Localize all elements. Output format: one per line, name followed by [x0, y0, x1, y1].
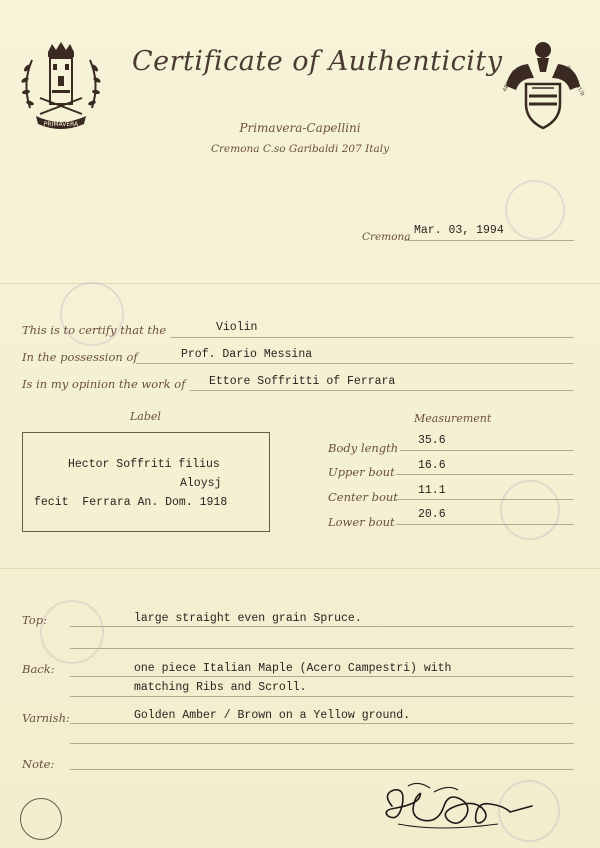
measurement-label: Body length — [328, 441, 399, 455]
faded-stamp — [40, 600, 104, 664]
opinion-rule — [190, 390, 574, 391]
back-rule-2 — [70, 696, 574, 697]
instrument-label: This is to certify that the — [22, 323, 167, 337]
crest-icon — [18, 38, 104, 134]
maker-address: Cremona C.so Garibaldi 207 Italy — [210, 143, 390, 155]
measurement-value: 20.6 — [418, 508, 446, 521]
faded-stamp — [505, 180, 565, 240]
arms-banner-right: PERFICITUR — [564, 64, 586, 98]
measurement-label: Upper bout — [328, 465, 395, 479]
back-value-1: one piece Italian Maple (Acero Campestri) with — [134, 662, 452, 675]
certificate-title: Certificate of Authenticity — [132, 46, 503, 77]
label-line-2: Aloysj — [180, 477, 222, 490]
arms-banner-left: ARTIBUS — [501, 69, 519, 93]
top-rule-2 — [70, 648, 574, 649]
instrument-rule — [170, 337, 574, 338]
coat-of-arms-icon — [502, 38, 584, 134]
measurement-value: 35.6 — [418, 434, 446, 447]
crest-banner-text: PRIMAVERA — [43, 121, 79, 128]
measurement-label: Lower bout — [328, 515, 395, 529]
signature-icon — [378, 776, 538, 836]
measurement-label: Center bout — [328, 490, 398, 504]
note-rule — [70, 769, 574, 770]
faded-stamp — [500, 480, 560, 540]
back-label: Back: — [22, 662, 55, 676]
measurement-rule — [400, 450, 574, 451]
top-rule — [70, 626, 574, 627]
measurement-rule — [396, 524, 574, 525]
measurement-rule — [396, 499, 574, 500]
possession-label: In the possession of — [22, 350, 138, 364]
top-label: Top: — [22, 613, 47, 627]
date-value: Mar. 03, 1994 — [414, 224, 504, 237]
varnish-value: Golden Amber / Brown on a Yellow ground. — [134, 709, 411, 722]
opinion-label: Is in my opinion the work of — [22, 377, 186, 391]
measurement-value: 16.6 — [418, 459, 446, 472]
maker-name: Primavera-Capellini — [239, 121, 361, 135]
opinion-value: Ettore Soffritti of Ferrara — [209, 375, 396, 388]
back-value-2: matching Ribs and Scroll. — [134, 681, 307, 694]
label-line-3: fecit Ferrara An. Dom. 1918 — [34, 496, 228, 509]
top-value: large straight even grain Spruce. — [134, 612, 362, 625]
varnish-label: Varnish: — [22, 711, 70, 725]
back-rule — [70, 676, 574, 677]
measurement-value: 11.1 — [418, 484, 446, 497]
seal-circle-icon — [20, 798, 62, 840]
possession-rule — [136, 363, 574, 364]
possession-value: Prof. Dario Messina — [181, 348, 313, 361]
measurement-rule — [396, 474, 574, 475]
note-label: Note: — [22, 757, 55, 771]
label-box — [22, 432, 270, 532]
instrument-value: Violin — [216, 321, 258, 334]
label-line-1: Hector Soffriti filius — [68, 458, 220, 471]
label-heading: Label — [130, 410, 161, 423]
date-place: Cremona — [362, 231, 411, 243]
measurement-heading: Measurement — [414, 412, 492, 425]
varnish-rule — [70, 723, 574, 724]
varnish-rule-2 — [70, 743, 574, 744]
date-rule — [404, 240, 574, 241]
fold-line — [0, 568, 600, 569]
